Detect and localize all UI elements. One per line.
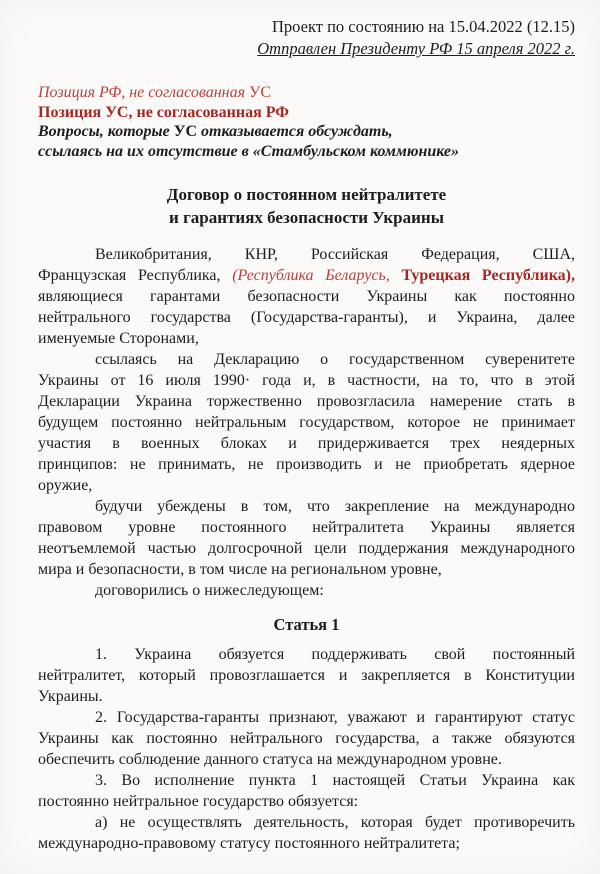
text-line	[38, 496, 575, 517]
preamble-declaration	[38, 349, 575, 496]
body-text: участия в военных блоках и придерживается трех неядерных	[38, 435, 575, 452]
draft-date-line: Проект по состоянию на 15.04.2022 (12.15)	[272, 17, 575, 36]
body-text: Украины как постоянно нейтрального государства, а также обязуются	[38, 730, 575, 747]
text-line	[38, 349, 575, 370]
text-line	[38, 707, 575, 728]
body-text: Украины от 16 июля 1990· года и, в частности, на то, что в этой	[38, 372, 575, 389]
text-line	[38, 433, 575, 454]
text-line	[38, 517, 575, 538]
text-line	[38, 559, 575, 580]
text-line	[38, 307, 575, 328]
body-text: Украины.	[38, 688, 103, 705]
text-line	[38, 812, 575, 833]
body-text: 2. Государства-гаранты признают, уважают и гарантируют статус	[95, 709, 575, 726]
text-line	[38, 244, 575, 265]
body-text: именуемые Сторонами,	[38, 330, 199, 347]
article-1-point-1	[38, 644, 575, 707]
legend-questions-text-a: Вопросы, которые	[38, 123, 174, 140]
legend-questions-line-1	[38, 122, 575, 142]
body-text: будучи убеждены в том, что закрепление на международно	[95, 498, 575, 515]
body-text: Декларации Украина торжественно провозгласила намерение стать в	[38, 393, 575, 410]
legend-rf-us-abbr: УС	[249, 84, 272, 101]
text-line	[38, 328, 575, 349]
document-body	[38, 244, 575, 854]
text-line	[38, 833, 575, 854]
legend-questions-text-c: отказывается обсуждать,	[197, 123, 393, 140]
text-line	[38, 791, 575, 812]
document-title	[38, 183, 575, 229]
title-line-1: Договор о постоянном нейтралитете	[166, 185, 447, 204]
body-text: Великобритания, КНР, Российская Федерация, США,	[95, 246, 575, 263]
body-text: нейтралитет, который провозглашается и закрепляется в Конституции	[38, 667, 575, 684]
text-line	[38, 538, 575, 559]
text-line	[38, 686, 575, 707]
article-1-point-3	[38, 770, 575, 812]
body-text: Французская Республика,	[38, 267, 233, 284]
text-line	[38, 265, 575, 286]
body-text	[390, 267, 402, 284]
body-text: договорились о нижеследующем:	[95, 582, 324, 599]
text-line	[38, 454, 575, 475]
body-text: оружие,	[38, 477, 93, 494]
text-line	[38, 665, 575, 686]
red-italic-text: (Республика Беларусь,	[232, 267, 390, 284]
text-line	[38, 644, 575, 665]
body-text: принципов: не принимать, не производить и не приобретать ядерное	[38, 456, 575, 473]
title-line-2: и гарантиях безопасности Украины	[169, 208, 444, 227]
text-line	[38, 286, 575, 307]
red-bold-text: Турецкая Республика),	[401, 267, 575, 284]
article-1-heading: Статья 1	[273, 615, 340, 634]
article-1-point-2	[38, 707, 575, 770]
legend-questions-us-abbr: УС	[173, 123, 198, 140]
text-line	[38, 412, 575, 433]
body-text: постоянно нейтральное государство обязуется:	[38, 793, 359, 810]
sent-to-president-line: Отправлен Президенту РФ 15 апреля 2022 г.	[257, 39, 575, 58]
legend-rf-position-line	[38, 83, 575, 103]
preamble-parties	[38, 244, 575, 349]
preamble-agreement-clause	[38, 580, 575, 601]
text-line	[38, 749, 575, 770]
body-text: правовом уровне постоянного нейтралитета Украины является	[38, 519, 575, 536]
body-text: международно-правовому статусу постоянного нейтралитета;	[38, 835, 460, 852]
text-line	[38, 728, 575, 749]
body-text: а) не осуществлять деятельность, которая будет противоречить	[95, 814, 575, 831]
text-line	[38, 391, 575, 412]
legend-us-position-line: Позиция УС, не согласованная РФ	[38, 103, 290, 121]
color-legend	[38, 83, 575, 161]
body-text: нейтрального государства (Государства-гаранты), и Украина, далее	[38, 309, 575, 326]
body-text: являющиеся гарантами безопасности Украины как постоянно	[38, 288, 575, 305]
preamble-conviction	[38, 496, 575, 580]
body-text: ссылаясь на Декларацию о государственном суверенитете	[95, 351, 575, 368]
body-text: мира и безопасности, в том числе на региональном уровне,	[38, 561, 442, 578]
body-text: будущем постоянно нейтральным государством, которое не принимает	[38, 414, 575, 431]
legend-questions-line-2: ссылаясь на их отсутствие в «Стамбульском коммюнике»	[38, 142, 460, 160]
header-block	[38, 16, 575, 60]
body-text: неотъемлемой частью долгосрочной цели поддержания международного	[38, 540, 575, 557]
body-text: 3. Во исполнение пункта 1 настоящей Статьи Украина как	[95, 772, 575, 789]
body-text: 1. Украина обязуется поддерживать свой постоянный	[95, 646, 575, 663]
body-text: обеспечить соблюдение данного статуса на международном уровне.	[38, 751, 502, 768]
text-line	[38, 770, 575, 791]
text-line	[38, 370, 575, 391]
legend-rf-italic-text: Позиция РФ, не согласованная	[38, 84, 250, 101]
text-line	[38, 580, 575, 601]
article-1-point-3a	[38, 812, 575, 854]
text-line	[38, 475, 575, 496]
